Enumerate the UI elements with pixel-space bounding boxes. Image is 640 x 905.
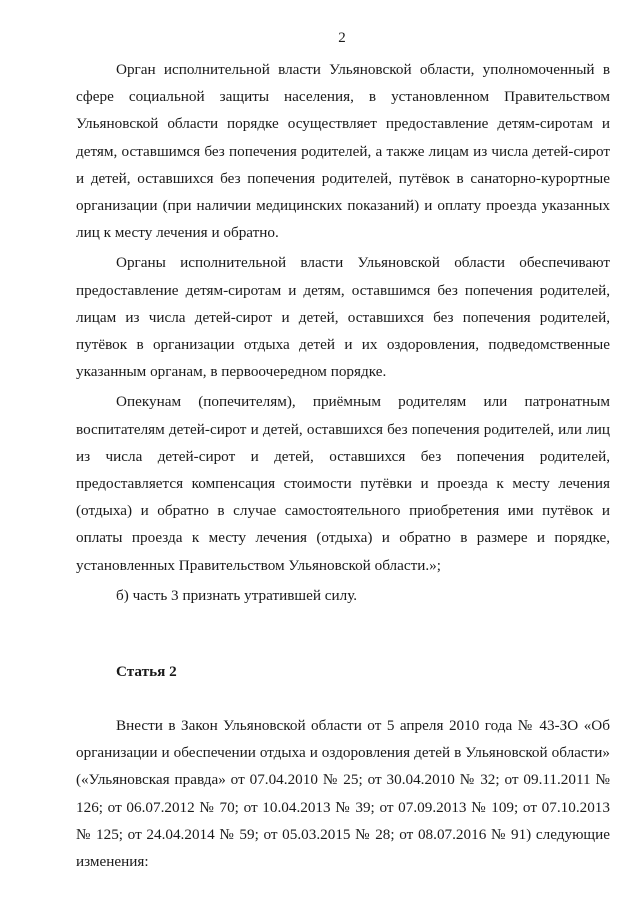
paragraph-social-protection: Орган исполнительной власти Ульяновской области, уполномоченный в сфере социальной защиты населения, в установленном Правительством Ульяновской области порядке осуществляет предоставление детям-сиротам и детям, оставшимся без попечения родителей, а также лицам из числа детей-сирот и детей, оставшихся без попечения родителей, путёвок в санаторно-курортные организации (при наличии медицинских показаний) и оплату проезда указанных лиц к месту лечения и обратно. [76, 61, 610, 242]
paragraph-law-amendment: Внести в Закон Ульяновской области от 5 апреля 2010 года № 43-ЗО «Об организации и обеспечении отдыха и оздоровления детей в Ульяновской области» («Ульяновская правда» от 07.04.2010 № 25; от 30.04.2010 № 32; от 09.11.2011 № 126; от 06.07.2012 № 70; от 10.04.2013 № 39; от 07.09.2013 № 109; от 07.10.2013 № 125; от 24.04.2014 № 59; от 05.03.2015 № 28; от 08.07.2016 № 91) следующие изменения: [76, 717, 610, 871]
page-number: 2 [338, 30, 346, 46]
paragraph-guardians-compensation: Опекунам (попечителям), приёмным родителям или патронатным воспитателям детей-сирот и детей, оставшихся без попечения родителей, или лиц из числа детей-сирот и детей, оставшихся без попечения родителей, предоставляется компенсация стоимости путёвки и проезда к месту лечения (отдыха) и обратно в случае самостоятельного приобретения ими путёвок и оплаты проезда к месту лечения (отдыха) и обратно в размере и порядке, установленных Правительством Ульяновской области.»; [76, 393, 610, 574]
paragraph-executive-bodies: Органы исполнительной власти Ульяновской области обеспечивают предоставление детям-сиротам и детям, оставшимся без попечения родителей, лицам из числа детей-сирот и детей, оставшихся без попечения родителей, путёвок в организации отдыха детей и их оздоровления, подведомственные указанным органам, в первоочередном порядке. [76, 254, 610, 381]
article-2-heading: Статья 2 [116, 663, 177, 681]
paragraph-part-3-repeal: б) часть 3 признать утратившей силу. [116, 586, 358, 604]
document-page [76, 30, 610, 875]
